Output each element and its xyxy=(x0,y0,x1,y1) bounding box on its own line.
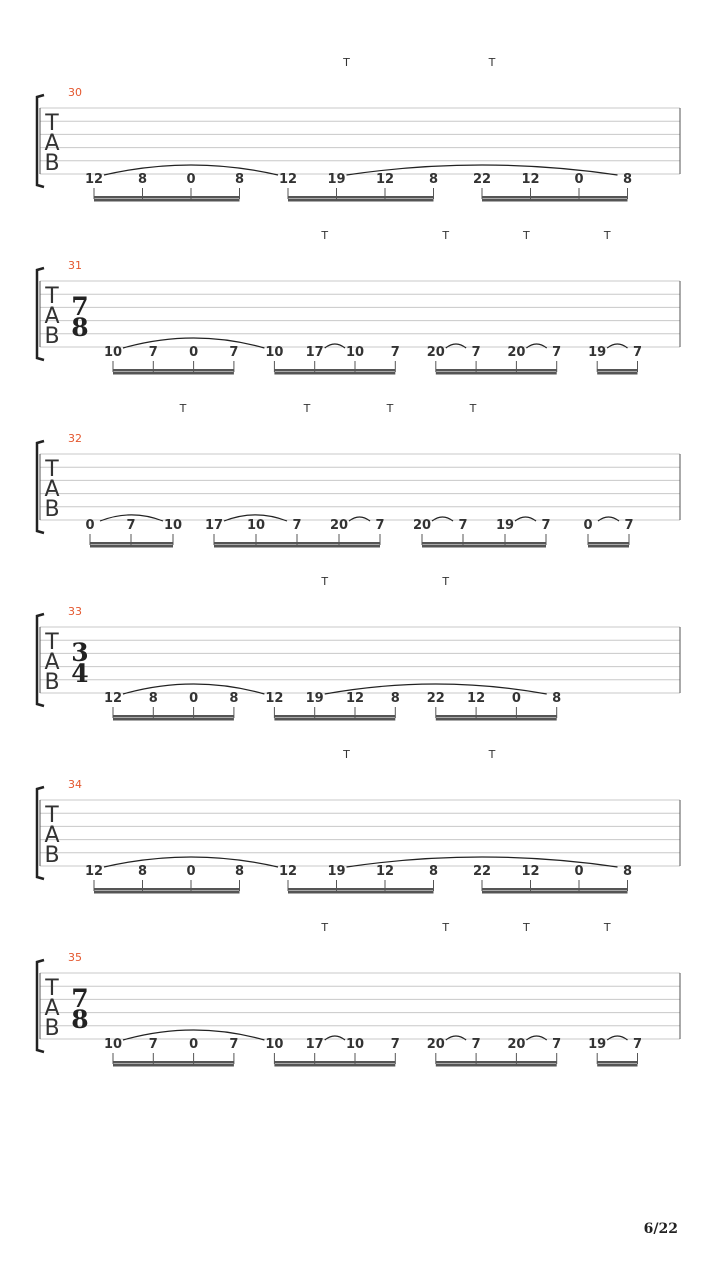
beam-secondary xyxy=(94,199,240,202)
fret-number: 7 xyxy=(552,1037,562,1052)
fret-number: 17 xyxy=(305,345,324,360)
fret-number: 10 xyxy=(265,1037,284,1052)
time-signature-bottom: 8 xyxy=(71,313,89,342)
tab-system-33 xyxy=(37,575,680,721)
fret-number: 8 xyxy=(552,691,562,706)
beam-primary xyxy=(436,715,557,718)
tab-clef-letter: A xyxy=(44,304,60,329)
tap-marker: T xyxy=(343,56,350,69)
tap-marker: T xyxy=(343,748,350,761)
tab-clef-letter: B xyxy=(44,151,60,176)
fret-number: 12 xyxy=(265,691,284,706)
tab-clef-letter: B xyxy=(44,497,60,522)
beam-secondary xyxy=(274,1064,395,1067)
fret-number: 12 xyxy=(103,691,123,706)
tap-marker: T xyxy=(442,575,450,588)
time-signature-bottom: 8 xyxy=(71,1005,89,1034)
tap-marker: T xyxy=(321,575,329,588)
fret-number: 10 xyxy=(345,345,365,360)
fret-number: 12 xyxy=(375,172,395,187)
tab-clef-letter: A xyxy=(44,996,60,1021)
beam-secondary xyxy=(274,372,395,375)
fret-number: 22 xyxy=(472,864,492,879)
tab-clef-letter: A xyxy=(44,823,60,848)
time-signature-bottom: 4 xyxy=(71,659,89,688)
measure-number: 31 xyxy=(68,259,82,272)
fret-number: 19 xyxy=(327,864,346,879)
beam-primary xyxy=(274,369,395,372)
beam-primary xyxy=(274,1061,395,1064)
fret-number: 0 xyxy=(186,172,196,187)
fret-number: 12 xyxy=(521,864,540,879)
fret-number: 19 xyxy=(588,345,607,360)
tap-marker: T xyxy=(488,56,496,69)
beam-secondary xyxy=(597,372,637,375)
tab-clef-letter: T xyxy=(45,457,59,482)
tap-marker: T xyxy=(321,229,329,242)
beam-secondary xyxy=(436,1064,557,1067)
beam-primary xyxy=(113,715,234,718)
beam-secondary xyxy=(94,891,240,894)
beam-secondary xyxy=(422,545,546,548)
tab-clef-letter: B xyxy=(44,670,60,695)
fret-number: 12 xyxy=(278,864,298,879)
tab-clef-letter: B xyxy=(44,1016,60,1041)
fret-number: 7 xyxy=(390,345,400,360)
tap-marker: T xyxy=(469,402,477,415)
fret-number: 12 xyxy=(84,172,104,187)
beam-primary xyxy=(94,888,240,891)
tab-clef-letter: T xyxy=(45,284,59,309)
fret-number: 8 xyxy=(234,172,245,187)
beam-primary xyxy=(588,542,629,545)
fret-number: 10 xyxy=(345,1037,365,1052)
tab-clef-letter: T xyxy=(45,111,59,136)
fret-number: 8 xyxy=(428,172,439,187)
beam-primary xyxy=(436,369,557,372)
beam-primary xyxy=(482,196,628,199)
measure-number: 32 xyxy=(68,432,82,445)
time-signature-top: 7 xyxy=(71,292,89,321)
fret-number: 20 xyxy=(507,1037,526,1052)
fret-number: 7 xyxy=(229,345,239,360)
tab-system-31 xyxy=(37,229,680,375)
beam-secondary xyxy=(113,1064,234,1067)
tap-marker: T xyxy=(523,921,530,934)
tab-clef-letter: A xyxy=(44,477,60,502)
fret-number: 0 xyxy=(574,864,584,879)
beam-secondary xyxy=(436,372,557,375)
fret-number: 8 xyxy=(137,172,148,187)
fret-number: 0 xyxy=(189,691,199,706)
fret-number: 22 xyxy=(426,691,445,706)
beam-secondary xyxy=(597,1064,637,1067)
measure-number: 34 xyxy=(68,778,82,791)
tap-marker: T xyxy=(488,748,496,761)
tap-marker: T xyxy=(442,229,450,242)
tab-clef-letter: B xyxy=(44,843,60,868)
fret-number: 0 xyxy=(583,518,593,533)
tap-marker: T xyxy=(523,229,530,242)
fret-number: 8 xyxy=(148,691,158,706)
beam-primary xyxy=(214,542,380,545)
beam-primary xyxy=(597,1061,637,1064)
beam-primary xyxy=(436,1061,557,1064)
beam-primary xyxy=(422,542,546,545)
fret-number: 8 xyxy=(137,864,148,879)
fret-number: 7 xyxy=(471,1037,481,1052)
fret-number: 8 xyxy=(229,691,239,706)
tab-clef-letter: A xyxy=(44,131,60,156)
fret-number: 7 xyxy=(458,518,468,533)
tap-marker: T xyxy=(179,402,187,415)
fret-number: 20 xyxy=(507,345,526,360)
fret-number: 0 xyxy=(189,345,199,360)
beam-secondary xyxy=(588,545,629,548)
fret-number: 12 xyxy=(345,691,365,706)
fret-number: 10 xyxy=(265,345,284,360)
fret-number: 7 xyxy=(632,345,643,360)
page-number: 6/22 xyxy=(643,1221,678,1237)
fret-number: 0 xyxy=(85,518,95,533)
fret-number: 20 xyxy=(426,1037,445,1052)
fret-number: 8 xyxy=(390,691,400,706)
tap-marker: T xyxy=(603,921,611,934)
time-signature-top: 3 xyxy=(71,638,89,667)
beam-secondary xyxy=(113,372,234,375)
tab-clef-letter: B xyxy=(44,324,60,349)
beam-secondary xyxy=(90,545,173,548)
fret-number: 19 xyxy=(305,691,324,706)
fret-number: 7 xyxy=(229,1037,239,1052)
time-signature-top: 7 xyxy=(71,984,89,1013)
fret-number: 0 xyxy=(189,1037,199,1052)
tab-system-32 xyxy=(37,402,680,548)
fret-number: 22 xyxy=(472,172,492,187)
fret-number: 8 xyxy=(622,172,633,187)
fret-number: 7 xyxy=(148,1037,158,1052)
tab-clef-letter: T xyxy=(45,976,59,1001)
beam-secondary xyxy=(436,718,557,721)
fret-number: 12 xyxy=(84,864,104,879)
beam-primary xyxy=(113,369,234,372)
beam-secondary xyxy=(214,545,380,548)
fret-number: 10 xyxy=(103,1037,123,1052)
beam-secondary xyxy=(288,891,434,894)
tap-marker: T xyxy=(442,921,450,934)
fret-number: 7 xyxy=(541,518,551,533)
beam-primary xyxy=(113,1061,234,1064)
beam-primary xyxy=(288,196,434,199)
fret-number: 10 xyxy=(163,518,183,533)
fret-number: 7 xyxy=(292,518,302,533)
measure-number: 33 xyxy=(68,605,82,618)
fret-number: 19 xyxy=(495,518,515,533)
fret-number: 12 xyxy=(375,864,395,879)
fret-number: 20 xyxy=(412,518,432,533)
tap-marker: T xyxy=(603,229,611,242)
beam-secondary xyxy=(274,718,395,721)
tab-system-34 xyxy=(37,748,680,894)
fret-number: 7 xyxy=(624,518,634,533)
beam-primary xyxy=(274,715,395,718)
tap-marker: T xyxy=(386,402,394,415)
fret-number: 10 xyxy=(103,345,123,360)
fret-number: 19 xyxy=(588,1037,607,1052)
tab-system-30 xyxy=(37,56,680,202)
tab-clef-letter: T xyxy=(45,803,59,828)
measure-number: 35 xyxy=(68,951,82,964)
fret-number: 10 xyxy=(246,518,266,533)
beam-primary xyxy=(597,369,637,372)
beam-primary xyxy=(288,888,434,891)
measure-number: 30 xyxy=(68,86,82,99)
fret-number: 17 xyxy=(204,518,224,533)
beam-primary xyxy=(482,888,628,891)
fret-number: 7 xyxy=(552,345,562,360)
beam-primary xyxy=(90,542,173,545)
fret-number: 12 xyxy=(278,172,298,187)
fret-number: 12 xyxy=(521,172,540,187)
fret-number: 0 xyxy=(186,864,196,879)
fret-number: 20 xyxy=(329,518,349,533)
beam-primary xyxy=(94,196,240,199)
beam-secondary xyxy=(288,199,434,202)
tab-clef-letter: A xyxy=(44,650,60,675)
fret-number: 7 xyxy=(148,345,158,360)
fret-number: 0 xyxy=(574,172,584,187)
fret-number: 0 xyxy=(511,691,521,706)
tab-system-35 xyxy=(37,921,680,1067)
fret-number: 8 xyxy=(622,864,633,879)
fret-number: 7 xyxy=(390,1037,400,1052)
beam-secondary xyxy=(482,891,628,894)
fret-number: 19 xyxy=(327,172,346,187)
fret-number: 7 xyxy=(632,1037,643,1052)
fret-number: 8 xyxy=(234,864,245,879)
fret-number: 8 xyxy=(428,864,439,879)
fret-number: 12 xyxy=(467,691,486,706)
beam-secondary xyxy=(113,718,234,721)
fret-number: 7 xyxy=(126,518,136,533)
tap-marker: T xyxy=(303,402,311,415)
fret-number: 7 xyxy=(471,345,481,360)
beam-secondary xyxy=(482,199,628,202)
fret-number: 17 xyxy=(305,1037,324,1052)
fret-number: 20 xyxy=(426,345,445,360)
fret-number: 7 xyxy=(375,518,385,533)
tab-clef-letter: T xyxy=(45,630,59,655)
tap-marker: T xyxy=(321,921,329,934)
